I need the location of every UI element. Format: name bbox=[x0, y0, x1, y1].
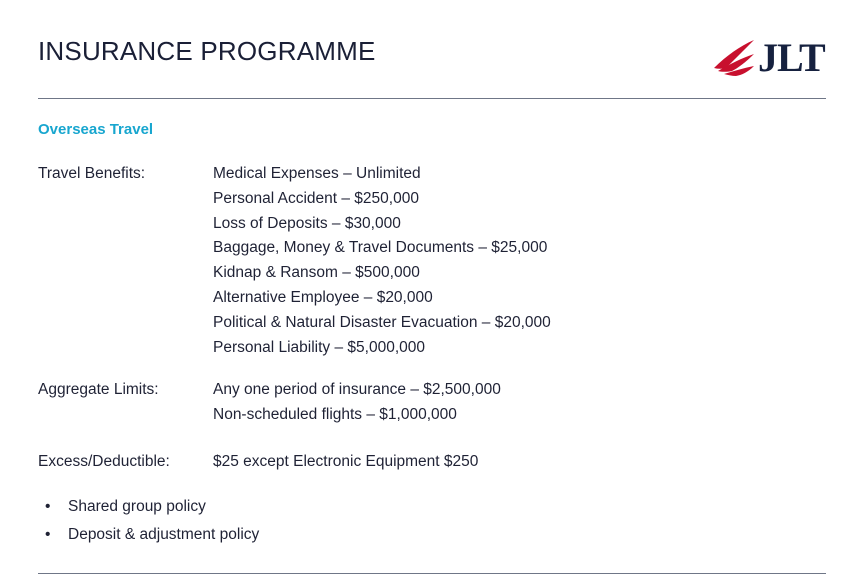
policy-bullet-list bbox=[38, 497, 259, 552]
benefit-item: Personal Liability – $5,000,000 bbox=[213, 338, 425, 356]
excess-value: $25 except Electronic Equipment $250 bbox=[213, 453, 479, 470]
bullet-icon: • bbox=[45, 525, 51, 543]
excess-value-list bbox=[213, 452, 478, 477]
benefit-item: Loss of Deposits – $30,000 bbox=[213, 214, 401, 232]
limit-item: Any one period of insurance – $2,500,000 bbox=[213, 381, 501, 398]
benefit-item: Medical Expenses – Unlimited bbox=[213, 165, 421, 182]
travel-benefits-label: Travel Benefits: bbox=[38, 165, 146, 182]
bullet-text: Shared group policy bbox=[68, 498, 206, 515]
benefit-item: Personal Accident – $250,000 bbox=[213, 189, 419, 207]
bullet-item bbox=[38, 497, 259, 525]
jlt-sail-icon bbox=[712, 38, 756, 78]
aggregate-limits-list bbox=[213, 380, 501, 430]
benefit-item: Kidnap & Ransom – $500,000 bbox=[213, 264, 420, 282]
jlt-logo bbox=[712, 35, 825, 80]
bullet-item bbox=[38, 525, 259, 553]
excess-label: Excess/Deductible: bbox=[38, 453, 170, 470]
bullet-icon: • bbox=[45, 498, 51, 515]
benefit-item: Alternative Employee – $20,000 bbox=[213, 288, 433, 306]
header-divider bbox=[38, 98, 826, 99]
limit-item: Non-scheduled flights – $1,000,000 bbox=[213, 405, 457, 423]
page-title: INSURANCE PROGRAMME bbox=[38, 36, 376, 66]
travel-benefits-list bbox=[213, 164, 551, 362]
benefit-item: Political & Natural Disaster Evacuation – $20,000 bbox=[213, 313, 551, 331]
bullet-text: Deposit & adjustment policy bbox=[68, 525, 260, 543]
aggregate-limits-label: Aggregate Limits: bbox=[38, 381, 159, 398]
footer-divider bbox=[38, 573, 826, 574]
logo-wordmark: JLT bbox=[758, 35, 825, 80]
section-title: Overseas Travel bbox=[38, 121, 154, 138]
benefit-item: Baggage, Money & Travel Documents – $25,000 bbox=[213, 239, 548, 257]
